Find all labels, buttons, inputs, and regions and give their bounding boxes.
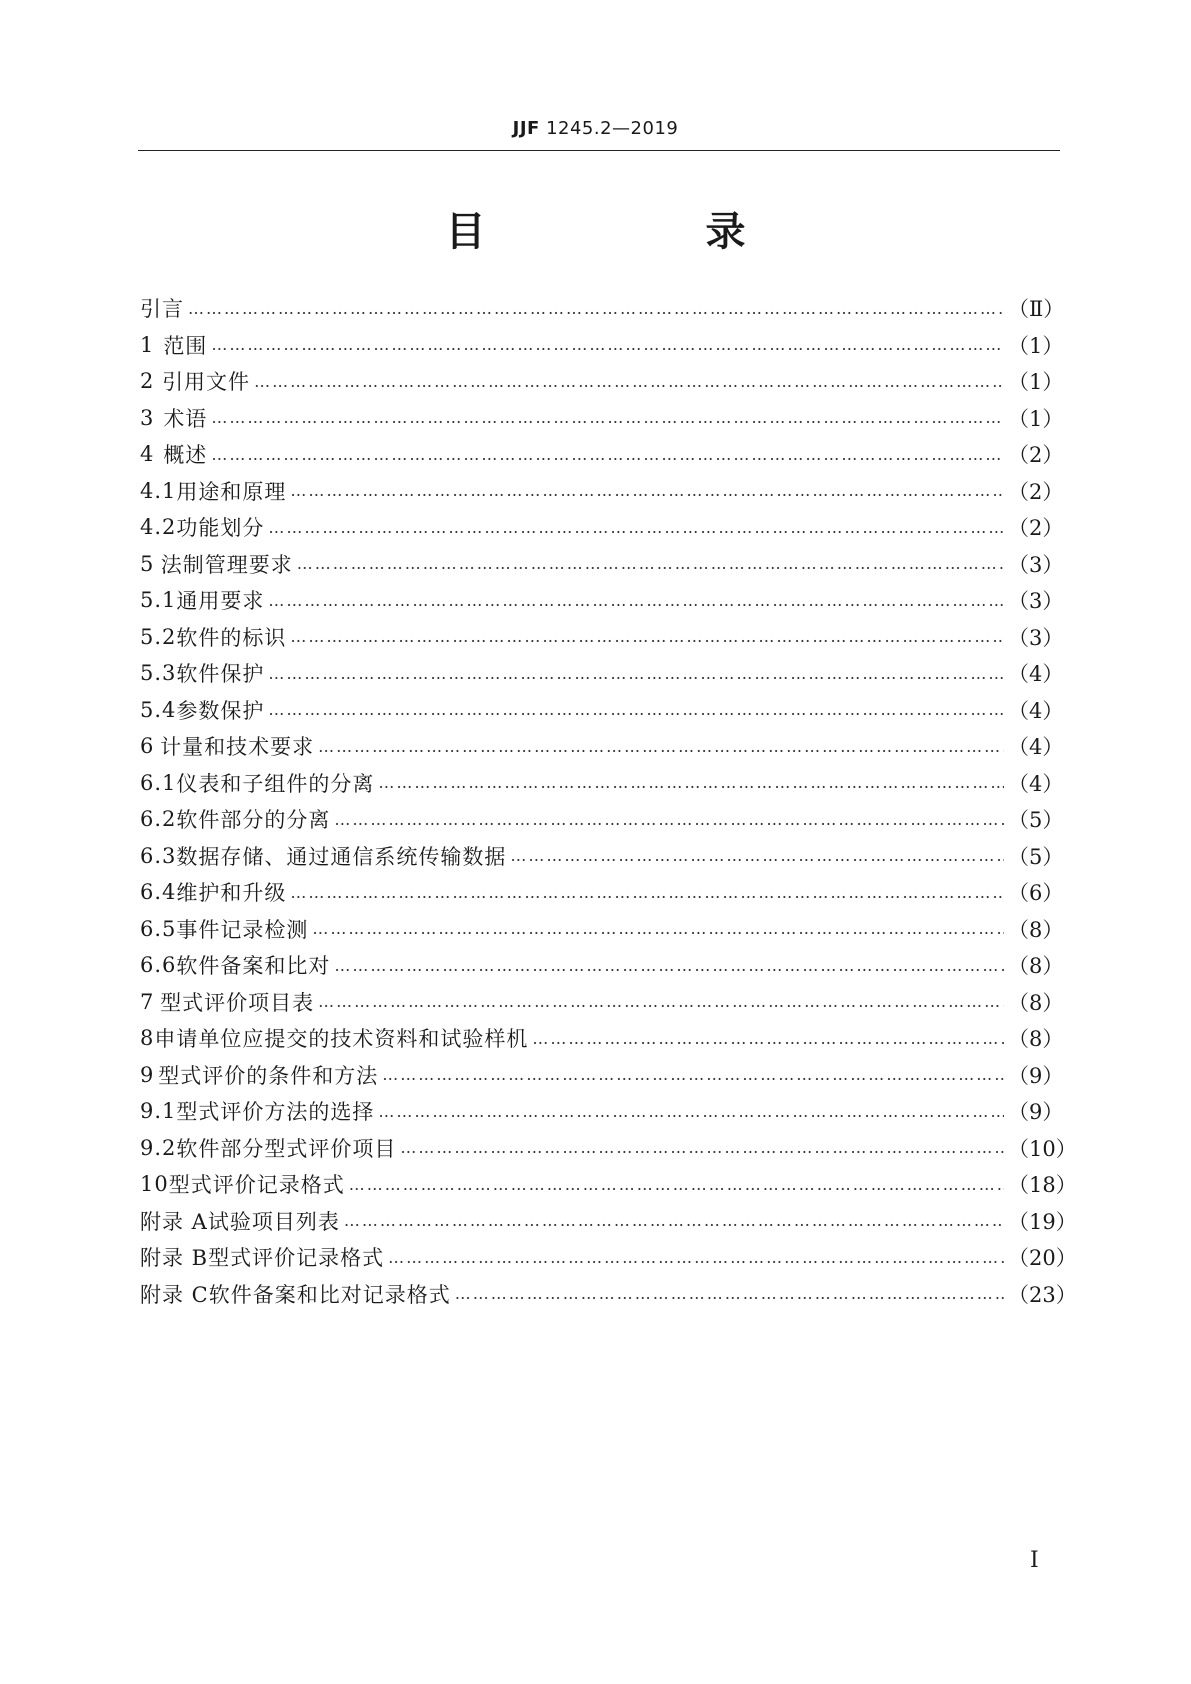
toc-entry-page: （18） [1008,1173,1077,1198]
toc-entry[interactable] [140,327,1064,364]
toc-entry-page: （3） [1008,552,1064,577]
toc-entry-title: 用途和原理 [176,479,287,504]
toc-entry-number: 6 [140,734,155,759]
toc-dot-leader [268,664,1004,683]
toc-entry-number: 2 [140,369,155,394]
toc-entry[interactable] [140,1057,1064,1094]
header-rule [138,150,1060,151]
toc-entry[interactable] [140,874,1064,911]
toc-entry-title: 通用要求 [176,589,265,614]
toc-entry-page: （5） [1008,808,1064,833]
toc-entry-page: （2） [1008,516,1064,541]
toc-entry-title: 软件部分型式评价项目 [176,1136,397,1161]
toc-entry-number: 10 [140,1172,169,1197]
toc-entry-page: （19） [1008,1209,1077,1234]
toc-entry-number: 6.6 [140,953,177,978]
toc-entry-title: 引用文件 [162,370,251,395]
toc-entry-number: 3 [140,405,155,430]
table-of-contents [140,290,1077,1312]
toc-entry[interactable] [140,1276,1077,1313]
toc-entry[interactable] [140,765,1064,802]
toc-entry-number: 5.3 [140,661,177,686]
toc-entry[interactable] [140,838,1064,875]
toc-entry-number: 6.2 [140,807,177,832]
toc-entry-number: 6.1 [140,770,177,795]
toc-entry-title: 引言 [140,297,184,322]
toc-dot-leader [290,883,1004,902]
toc-entry[interactable] [140,1020,1064,1057]
toc-dot-leader [254,372,1004,391]
toc-entry-number: 8 [140,1026,155,1051]
toc-dot-leader [378,773,1004,792]
toc-entry[interactable] [140,947,1064,984]
toc-entry-title: 型式评价的条件和方法 [158,1063,379,1088]
standard-code-prefix: JJF [512,118,540,139]
toc-entry-title: 仪表和子组件的分离 [176,771,375,796]
toc-dot-leader [297,554,1004,573]
toc-entry-title: 软件备案和比对 [176,954,331,979]
toc-dot-leader [400,1138,1004,1157]
toc-dot-leader [318,992,1004,1011]
toc-entry-page: （8） [1008,917,1064,942]
toc-entry-number: 附录 C [140,1282,209,1307]
page-number: Ⅰ [1030,1548,1039,1573]
toc-entry-page: （1） [1008,333,1064,358]
toc-dot-leader [318,737,1004,756]
toc-entry-title: 法制管理要求 [160,552,293,577]
toc-entry[interactable] [140,728,1064,765]
toc-dot-leader [334,956,1004,975]
toc-entry-number: 7 [140,989,155,1014]
toc-entry-page: （8） [1008,1027,1064,1052]
toc-entry-number: 5.4 [140,697,177,722]
toc-entry[interactable] [140,290,1065,327]
toc-dot-leader [268,591,1004,610]
standard-code [0,118,1191,139]
toc-entry[interactable] [140,692,1064,729]
toc-dot-leader [382,1065,1004,1084]
toc-entry-page: （8） [1008,990,1064,1015]
toc-entry[interactable] [140,1203,1077,1240]
toc-entry-number: 6.4 [140,880,177,905]
toc-entry-title: 术语 [163,406,208,431]
toc-entry-title: 软件备案和比对记录格式 [208,1282,451,1307]
toc-entry[interactable] [140,911,1064,948]
toc-entry-page: （4） [1008,735,1064,760]
toc-dot-leader [334,810,1004,829]
toc-dot-leader [290,481,1004,500]
toc-entry-page: （5） [1008,844,1064,869]
toc-entry-number: 6.5 [140,916,177,941]
toc-dot-leader [188,299,1004,318]
toc-entry[interactable] [140,582,1064,619]
toc-entry-page: （3） [1008,625,1064,650]
toc-entry[interactable] [140,1239,1077,1276]
toc-entry-title: 参数保护 [176,698,265,723]
toc-entry-number: 4.2 [140,515,177,540]
toc-entry[interactable] [140,984,1064,1021]
toc-entry-page: （9） [1008,1063,1064,1088]
toc-entry-number: 9 [140,1062,155,1087]
toc-entry[interactable] [140,655,1064,692]
toc-entry-page: （2） [1008,443,1064,468]
toc-entry[interactable] [140,509,1064,546]
toc-entry[interactable] [140,546,1064,583]
toc-entry-number: 1 [140,332,155,357]
toc-dot-leader [378,1102,1004,1121]
toc-entry-title: 功能划分 [176,516,265,541]
toc-entry-title: 型式评价记录格式 [208,1246,385,1271]
toc-entry-number: 4.1 [140,478,177,503]
toc-entry-title: 计量和技术要求 [160,735,315,760]
toc-entry[interactable] [140,619,1064,656]
toc-entry-number: 附录 A [140,1209,208,1234]
toc-dot-leader [455,1284,1004,1303]
toc-entry-title: 软件保护 [176,662,265,687]
toc-entry-page: （20） [1008,1246,1077,1271]
toc-dot-leader [510,846,1004,865]
toc-entry-page: （2） [1008,479,1064,504]
toc-entry-page: （4） [1008,662,1064,687]
toc-dot-leader [268,518,1004,537]
toc-entry-page: （1） [1008,370,1064,395]
toc-entry-page: （10） [1008,1136,1077,1161]
toc-entry[interactable] [140,436,1064,473]
toc-dot-leader [211,335,1004,354]
toc-entry-title: 软件的标识 [176,625,287,650]
toc-dot-leader [211,408,1004,427]
toc-dot-leader [532,1029,1004,1048]
toc-entry-number: 4 [140,442,155,467]
toc-entry-title: 申请单位应提交的技术资料和试验样机 [154,1027,529,1052]
toc-entry-title: 型式评价项目表 [160,990,315,1015]
toc-entry-number: 6.3 [140,843,177,868]
toc-entry[interactable] [140,400,1064,437]
toc-entry-page: （6） [1008,881,1064,906]
toc-entry-page: （23） [1008,1282,1077,1307]
toc-entry-title: 数据存储、通过通信系统传输数据 [176,844,507,869]
page-title: 目 录 [445,209,836,255]
toc-dot-leader [268,700,1004,719]
toc-entry[interactable] [140,801,1064,838]
toc-entry-title: 概述 [163,443,208,468]
standard-code-number: 1245.2—2019 [539,118,679,139]
toc-entry-page: （1） [1008,406,1064,431]
toc-entry-title: 型式评价方法的选择 [176,1100,375,1125]
toc-entry[interactable] [140,473,1064,510]
toc-entry-title: 软件部分的分离 [176,808,331,833]
toc-entry-title: 试验项目列表 [207,1209,340,1234]
toc-dot-leader [388,1248,1004,1267]
toc-entry[interactable] [140,1166,1077,1203]
toc-entry-page: （9） [1008,1100,1064,1125]
toc-entry[interactable] [140,1130,1077,1167]
toc-entry[interactable] [140,363,1064,400]
toc-entry-number: 5 [140,551,155,576]
toc-entry-number: 9.1 [140,1099,177,1124]
toc-entry-page: （4） [1008,698,1064,723]
toc-entry-page: （8） [1008,954,1064,979]
toc-entry-number: 5.1 [140,588,177,613]
toc-entry-title: 事件记录检测 [176,917,309,942]
toc-dot-leader [344,1211,1004,1230]
toc-dot-leader [312,919,1004,938]
toc-dot-leader [290,627,1004,646]
toc-entry-number: 9.2 [140,1135,177,1160]
toc-entry-number: 5.2 [140,624,177,649]
toc-entry-page: （3） [1008,589,1064,614]
toc-entry-page: （Ⅱ） [1008,297,1065,322]
toc-dot-leader [211,445,1004,464]
toc-entry-page: （4） [1008,771,1064,796]
toc-dot-leader [349,1175,1004,1194]
toc-entry-title: 型式评价记录格式 [168,1173,345,1198]
toc-entry-title: 维护和升级 [176,881,287,906]
toc-entry-number: 附录 B [140,1246,209,1271]
toc-entry[interactable] [140,1093,1064,1130]
toc-entry-title: 范围 [163,333,208,358]
